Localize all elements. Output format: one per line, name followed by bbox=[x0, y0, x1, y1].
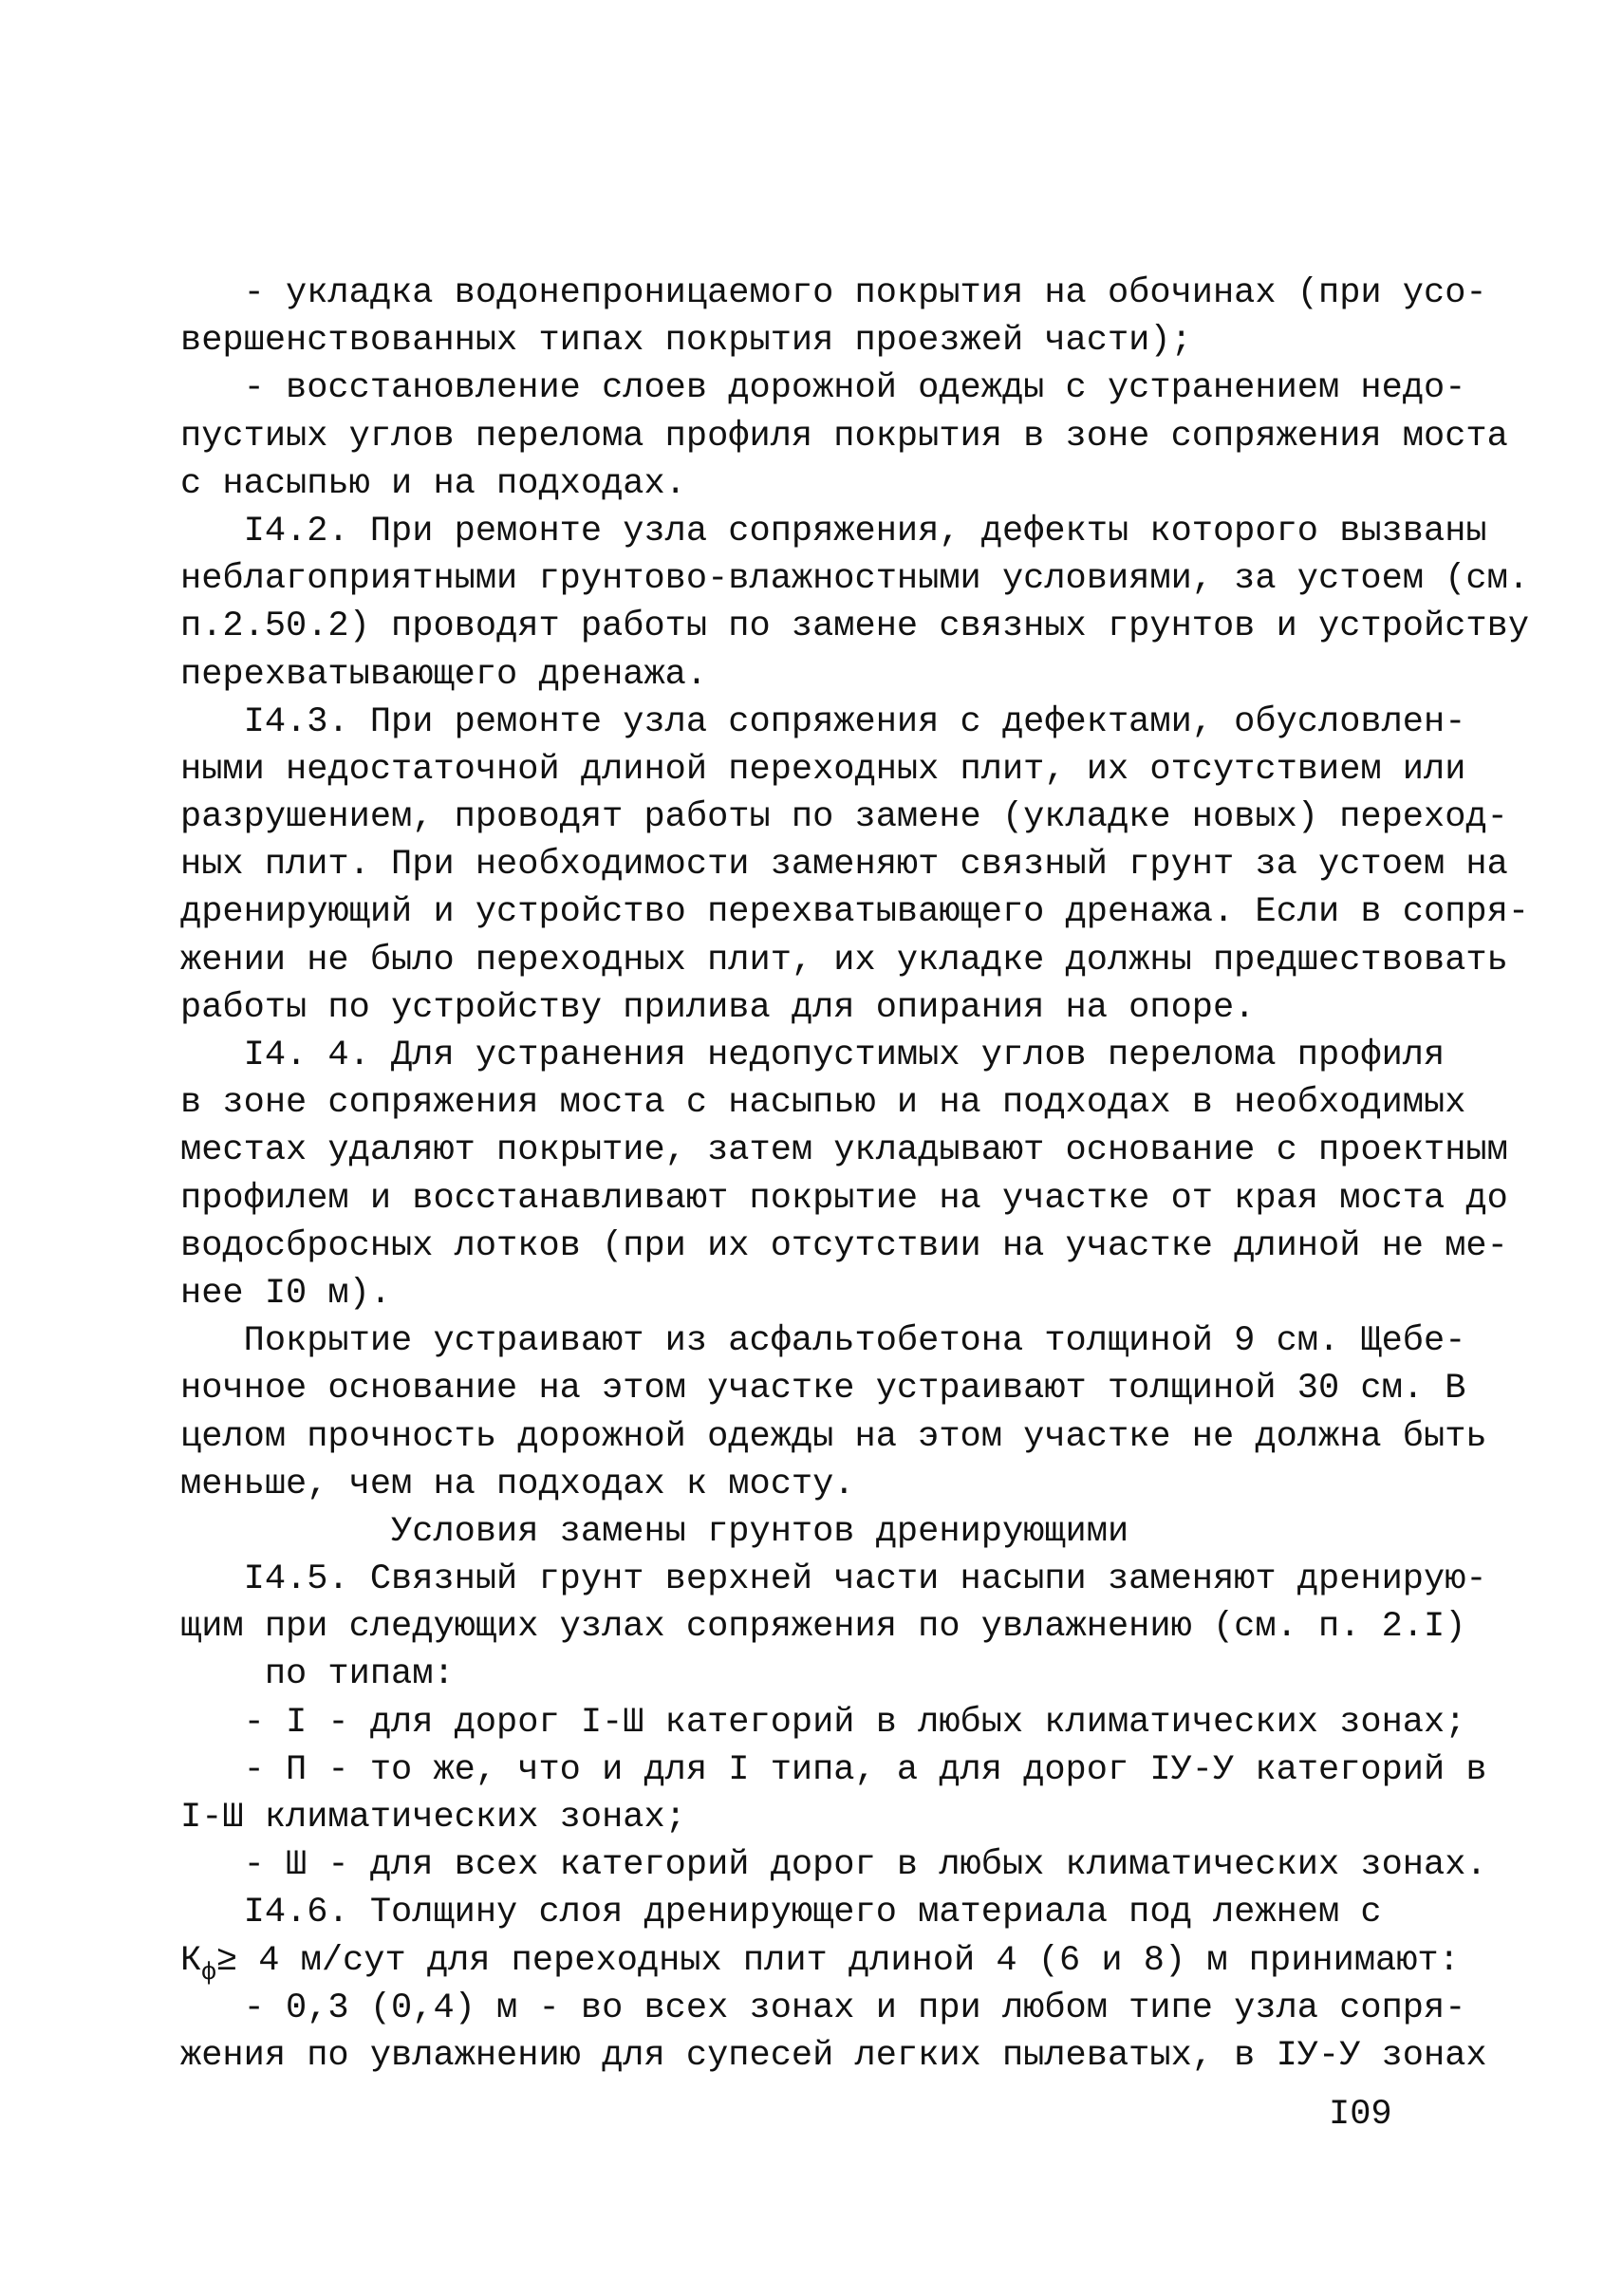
text-line: дренирующий и устройство перехватывающего дренажа. Если в сопря- bbox=[180, 892, 1530, 933]
text-line: ных плит. При необходимости заменяют связный грунт за устоем на bbox=[180, 845, 1508, 886]
text-line: I4.2. При ремонте узла сопряжения, дефекты которого вызваны bbox=[180, 511, 1487, 551]
kf-symbol: К bbox=[180, 1940, 202, 1981]
text-line: - 0,3 (0,4) м - во всех зонах и при любом типе узла сопря- bbox=[180, 1988, 1466, 2028]
text-line: профилем и восстанавливают покрытие на участке от края моста до bbox=[180, 1178, 1508, 1219]
list-item: - I - для дорог I-Ш категорий в любых климатических зонах; bbox=[180, 1702, 1466, 1743]
formula-line bbox=[180, 1937, 1460, 1987]
text-line: нее I0 м). bbox=[180, 1273, 392, 1314]
text-line: в зоне сопряжения моста с насыпью и на подходах в необходимых bbox=[180, 1083, 1466, 1124]
text-line: пустиых углов перелома профиля покрытия в зоне сопряжения моста bbox=[180, 416, 1508, 457]
text-line: жения по увлажнению для супесей легких пылеватых, в IУ-У зонах bbox=[180, 2035, 1487, 2076]
text-line: разрушением, проводят работы по замене (укладке новых) переход- bbox=[180, 797, 1508, 838]
text-line: целом прочность дорожной одежды на этом участке не должна быть bbox=[180, 1416, 1487, 1457]
text-line: I4.3. При ремонте узла сопряжения с дефектами, обусловлен- bbox=[180, 701, 1466, 742]
text-line: работы по устройству прилива для опирания на опоре. bbox=[180, 987, 1256, 1028]
text-line: - восстановление слоев дорожной одежды с устранением недо- bbox=[180, 368, 1466, 409]
text-line: I4.6. Толщину слоя дренирующего материала под лежнем с bbox=[180, 1893, 1382, 1933]
list-item: - Ш - для всех категорий дорог в любых климатических зонах. bbox=[180, 1845, 1487, 1886]
text-line: I4. 4. Для устранения недопустимых углов перелома профиля bbox=[180, 1036, 1445, 1075]
text-line: местах удаляют покрытие, затем укладывают основание с проектным bbox=[180, 1130, 1508, 1171]
text-line: вершенствованных типах покрытия проезжей части); bbox=[180, 321, 1192, 362]
body-text bbox=[180, 270, 1530, 2080]
text-line: по типам: bbox=[180, 1654, 455, 1695]
text-line: жении не было переходных плит, их укладке должны предшествовать bbox=[180, 940, 1508, 980]
text-line: меньше, чем на подходах к мосту. bbox=[180, 1464, 855, 1504]
text-line: перехватывающего дренажа. bbox=[180, 654, 708, 695]
text-line: п.2.50.2) проводят работы по замене связных грунтов и устройству bbox=[180, 607, 1530, 647]
kf-subscript: ф bbox=[201, 1957, 216, 1987]
section-heading: Условия замены грунтов дренирующими bbox=[180, 1511, 1129, 1552]
list-item: - П - то же, что и для I типа, а для дорог IУ-У категорий в bbox=[180, 1749, 1487, 1790]
kf-rest: ≥ 4 м/сут для переходных плит длиной 4 (6 и 8) м принимают: bbox=[215, 1940, 1460, 1981]
text-line: с насыпью и на подходах. bbox=[180, 463, 686, 504]
text-line: Покрытие устраивают из асфальтобетона толщиной 9 см. Щебе- bbox=[180, 1321, 1466, 1362]
text-line: I4.5. Связный грунт верхней части насыпи заменяют дренирую- bbox=[180, 1559, 1487, 1600]
page-number: I09 bbox=[1329, 2095, 1392, 2135]
text-line: неблагоприятными грунтово-влажностными условиями, за устоем (см. bbox=[180, 559, 1530, 600]
text-line: - укладка водонепроницаемого покрытия на обочинах (при усо- bbox=[180, 273, 1487, 313]
text-line: щим при следующих узлах сопряжения по увлажнению (см. п. 2.I) bbox=[180, 1607, 1466, 1648]
text-line: I-Ш климатических зонах; bbox=[180, 1798, 686, 1838]
text-line: ными недостаточной длиной переходных плит, их отсутствием или bbox=[180, 749, 1466, 790]
text-line: водосбросных лотков (при их отсутствии на участке длиной не ме- bbox=[180, 1225, 1508, 1266]
text-line: ночное основание на этом участке устраивают толщиной 30 см. В bbox=[180, 1369, 1466, 1409]
